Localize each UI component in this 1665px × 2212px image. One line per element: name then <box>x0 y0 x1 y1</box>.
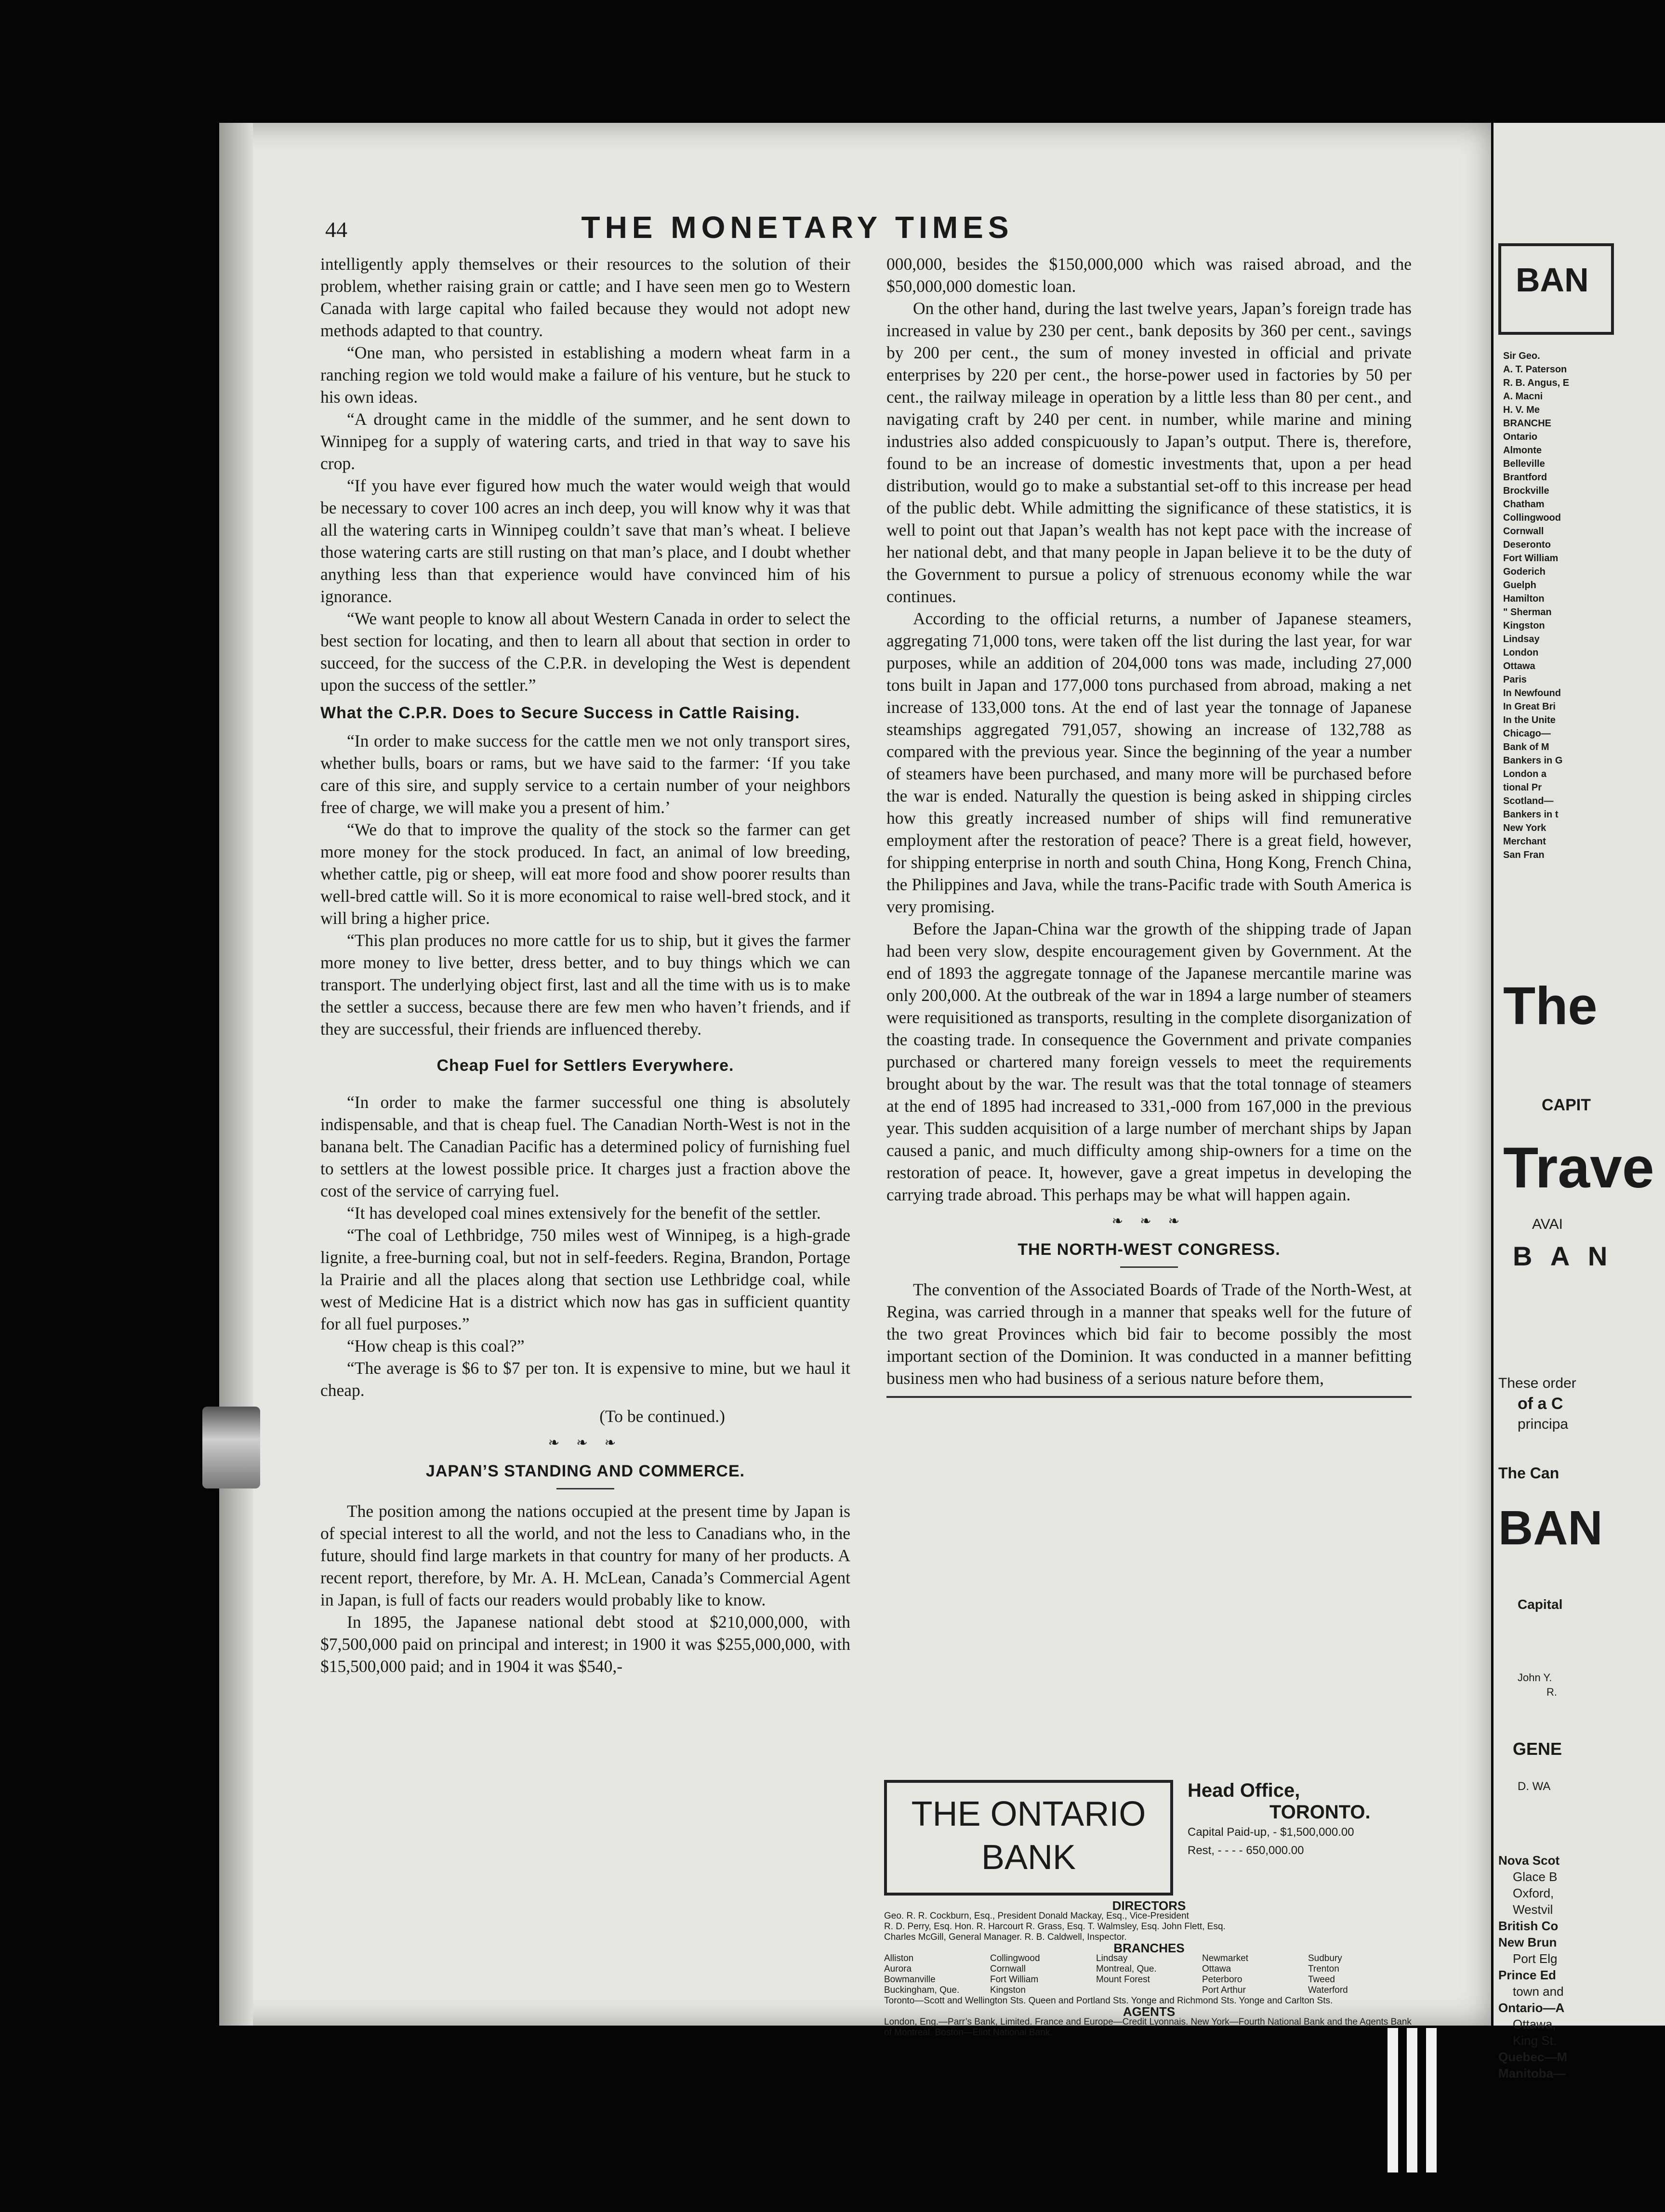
adjacent-line: BRANCHE <box>1503 418 1551 429</box>
adjacent-line: British Co <box>1498 1919 1559 1933</box>
adjacent-line: Sir Geo. <box>1503 351 1540 361</box>
ad-toronto-branches: Toronto—Scott and Wellington Sts. Queen and Portland Sts. Yonge and Richmond Sts. Yonge and Carlton Sts. <box>884 1996 1333 2006</box>
branch-name: Fort William <box>990 1975 1039 1985</box>
paragraph: “If you have ever figured how much the water would weigh that would be necessary to cover 100 acres an inch deep, you will know why it was that all the watering carts in Winnipeg couldn’t save that man’s wheat. I believe those watering carts are still rusting on that man’s place, and I doubt whether anything less than that experience would have convinced him of his ignorance. <box>320 476 850 606</box>
branch-name <box>1096 1985 1202 1996</box>
branch-name: Kingston <box>990 1985 1026 1995</box>
adjacent-ban: B A N <box>1513 1241 1613 1271</box>
branch-name: Ottawa <box>1202 1964 1231 1974</box>
ad-details <box>884 1900 1414 2038</box>
paragraph: “In order to make the farmer successful one thing is absolutely indispensable, and that is cheap fuel. The Canadian North-West is not in the banana belt. The Canadian Pacific has a determined policy of furnishing fuel to settlers at the lowest possible price. It charges just a fraction above the cost of the service of carrying fuel. <box>320 1093 850 1200</box>
adjacent-line: D. WA <box>1518 1780 1551 1793</box>
article-title: JAPAN’S STANDING AND COMMERCE. <box>425 1462 745 1480</box>
adjacent-bank-box: BAN <box>1498 243 1614 335</box>
adjacent-line: Quebec—M <box>1498 2050 1568 2064</box>
branch-name: Buckingham, Que. <box>884 1985 960 1995</box>
paragraph: “One man, who persisted in establishing a modern wheat farm in a ranching region we told would make a failure of his venture, but he stuck to his own ideas. <box>320 343 850 407</box>
branch-name: Alliston <box>884 1953 914 1963</box>
adjacent-heading-the: The <box>1503 976 1598 1036</box>
paragraph: On the other hand, during the last twelve years, Japan’s foreign trade has increased in value by 230 per cent., bank deposits by 360 per cent., savings by 200 per cent., the sum of money invested in official and private enterprises by 220 per cent., the horse-power used in factories by 50 per cent., the railway mileage in operation by a little less than 80 per cent., and navigating craft by 240 per cent. in number, while marine and mining industries also added conspicuously to Japan’s output. There is, therefore, found to be an increase of domestic investments that, upon a per head distribution, would go to make a substantial set-off to this increase per head of the public debt. While admitting the significance of these statistics, it is well to point out that Japan’s wealth has not kept pace with the increase of her national debt, and that many people in Japan believe it to be the duty of the Government to pursue a policy of strenuous economy while the war continues. <box>886 299 1412 606</box>
adjacent-line: Scotland— <box>1503 796 1554 806</box>
adjacent-line: Fort William <box>1503 553 1559 564</box>
branch-name: Waterford <box>1308 1985 1348 1995</box>
ad-city: TORONTO. <box>1269 1802 1371 1823</box>
page-number: 44 <box>325 217 347 242</box>
adjacent-page <box>1493 123 1665 2080</box>
article-title: THE NORTH-WEST CONGRESS. <box>1018 1240 1281 1259</box>
adjacent-line: London a <box>1503 769 1546 779</box>
adjacent-line: Westvil <box>1513 1902 1553 1917</box>
adjacent-line: Goderich <box>1503 566 1546 577</box>
adjacent-line: Hamilton <box>1503 593 1545 604</box>
column-left <box>320 253 850 1677</box>
continued-note: (To be continued.) <box>599 1407 725 1426</box>
adjacent-line: King St. <box>1513 2033 1557 2048</box>
adjacent-line: San Fran <box>1503 850 1545 860</box>
branch-name: Mount Forest <box>1096 1975 1150 1985</box>
adjacent-line: Merchant <box>1503 836 1546 847</box>
adjacent-line: GENE <box>1513 1739 1562 1759</box>
adjacent-line: Oxford, <box>1513 1886 1554 1900</box>
column-right <box>886 253 1412 1405</box>
ad-rest: Rest, - - - - 650,000.00 <box>1188 1844 1304 1857</box>
adjacent-line: Lindsay <box>1503 634 1540 645</box>
adjacent-line: Manitoba— <box>1498 2066 1566 2080</box>
adjacent-line: Deseronto <box>1503 540 1551 550</box>
branch-name: Montreal, Que. <box>1096 1964 1157 1974</box>
newspaper-page <box>219 123 1491 2038</box>
adjacent-line: Cornwall <box>1503 526 1544 537</box>
adjacent-line: New Brun <box>1498 1935 1557 1949</box>
paragraph: The convention of the Associated Boards of Trade of the North-West, at Regina, was carried through in a manner that speaks well for the future of the two great Provinces which bid fair to become possibly the most important section of the Dominion. It was conducted in a manner befitting business men who had business of a serious nature before them, <box>886 1280 1412 1388</box>
adjacent-line: Belleville <box>1503 459 1545 469</box>
adjacent-line: Glace B <box>1513 1870 1558 1884</box>
branch-name: Peterboro <box>1202 1975 1242 1985</box>
ad-agents-heading: AGENTS <box>1123 2004 1176 2019</box>
paragraph: “How cheap is this coal?” <box>347 1336 525 1356</box>
section-heading: What the C.P.R. Does to Secure Success in Cattle Raising. <box>320 704 800 722</box>
ad-agents: London, Eng.—Parr’s Bank, Limited. France and Europe—Credit Lyonnais. New York—Fourth National Bank and the Agents Bank of Montreal. Boston—Eliot National Bank. <box>884 2017 1412 2038</box>
adjacent-line: Ottawa <box>1503 661 1535 672</box>
adjacent-line: Prince Ed <box>1498 1968 1556 1982</box>
adjacent-line: London <box>1503 647 1539 658</box>
ad-directors: Charles McGill, General Manager. R. B. Caldwell, Inspector. <box>884 1932 1127 1942</box>
adjacent-line: Ottawa, <box>1513 2017 1556 2031</box>
adjacent-line: Brantford <box>1503 472 1547 483</box>
branch-name: Trenton <box>1308 1964 1339 1974</box>
ad-branches-grid <box>884 1953 1414 1996</box>
adjacent-line: Ontario—A <box>1498 2001 1565 2015</box>
adjacent-line: Kingston <box>1503 620 1545 631</box>
branch-name: Collingwood <box>990 1953 1040 1963</box>
adjacent-line: Collingwood <box>1503 513 1561 523</box>
adjacent-line: Bankers in t <box>1503 809 1559 820</box>
film-mark <box>1407 2028 1417 2172</box>
adjacent-line: In the Unite <box>1503 715 1556 725</box>
adjacent-line: Chatham <box>1503 499 1545 510</box>
adjacent-line: Guelph <box>1503 580 1536 591</box>
binder-clip <box>202 1407 260 1488</box>
branch-name: Sudbury <box>1308 1953 1342 1963</box>
paragraph: Before the Japan-China war the growth of the shipping trade of Japan had been very slow, despite encouragement given by Government. At the end of 1893 the aggregate tonnage of the Japanese mercantile marine was only 200,000. At the outbreak of the war in 1894 a large number of steamers were requisitioned as transports, resulting in the complete disorganization of the coasting trade. In consequence the Government and private companies purchased or chartered many foreign vessels to meet the requirements brought about by the war. The result was that the total tonnage of steamers at the end of 1895 had increased to 331,-000 from 167,000 in the previous year. This sudden acquisition of a large number of merchant ships by Japan caused a panic, and much difficulty among ship-owners for a time on the restoration of peace. It, however, gave a great impetus in developing the carrying trade abroad. This perhaps may be what will happen again. <box>886 919 1412 1204</box>
adjacent-line: Port Elg <box>1513 1951 1558 1966</box>
adjacent-line: A. T. Paterson <box>1503 364 1567 375</box>
title-rule <box>556 1488 614 1489</box>
adjacent-line: A. Macni <box>1503 391 1543 402</box>
adjacent-capit: CAPIT <box>1542 1096 1591 1114</box>
adjacent-line: R. B. Angus, E <box>1503 378 1570 388</box>
adjacent-line: Nova Scot <box>1498 1853 1560 1868</box>
adjacent-line: " Sherman <box>1503 607 1552 618</box>
adjacent-line: Capital <box>1518 1597 1563 1612</box>
adjacent-line: In Great Bri <box>1503 701 1556 712</box>
adjacent-line: principa <box>1518 1416 1569 1432</box>
adjacent-heading-trave: Trave <box>1503 1135 1654 1200</box>
branch-name: Aurora <box>884 1964 912 1974</box>
paragraph: “We want people to know all about Western Canada in order to select the best section for locating, and then to learn all about that section in order to succeed, for the success of the C.P.R. in developing the West is dependent upon the success of the settler.” <box>320 609 850 695</box>
adjacent-branch-list <box>1498 1852 1662 2081</box>
adjacent-line: John Y. <box>1518 1672 1552 1684</box>
ad-directors: Geo. R. R. Cockburn, Esq., President Donald Mackay, Esq., Vice-President <box>884 1911 1189 1921</box>
paragraph: “It has developed coal mines extensively for the benefit of the settler. <box>347 1203 821 1223</box>
branch-name: Port Arthur <box>1202 1985 1246 1995</box>
adjacent-line: In Newfound <box>1503 688 1561 698</box>
adjacent-line: R. <box>1546 1686 1557 1698</box>
film-edge-marks <box>1388 2028 1465 2172</box>
paragraph: “The average is $6 to $7 per ton. It is expensive to mine, but we haul it cheap. <box>320 1358 850 1400</box>
branch-name: Tweed <box>1308 1975 1335 1985</box>
paragraph: “We do that to improve the quality of the stock so the farmer can get more money for the stock produced. In fact, an animal of low breeding, whether cattle, pig or sheep, will eat more food and show poorer results than well-bred cattle will. So it is more economical to raise well-bred stock, and it will bring a higher price. <box>320 820 850 928</box>
title-rule <box>1120 1266 1178 1268</box>
ontario-bank-advertisement <box>884 1780 1414 2038</box>
branch-name: Newmarket <box>1202 1953 1249 1963</box>
adjacent-line: tional Pr <box>1503 782 1542 793</box>
column-divider <box>886 1396 1412 1398</box>
paragraph: According to the official returns, a number of Japanese steamers, aggregating 71,000 tons, were taken off the list during the last year, for war purposes, while an addition of 204,000 tons was made, including 27,000 tons built in Japan and 177,000 tons purchased from abroad, making a net increase of 133,000 tons. At the end of last year the tonnage of Japanese steamships aggregated 791,057, showing an increase of 132,788 as compared with the previous year. Since the beginning of the year a number of steamers have been purchased, and many more will be purchased before the war is ended. Naturally the question is being asked in shipping circles how this greatly increased number of ships will find remunerative employment after the restoration of peace? There is a great field, however, for shipping enterprise in north and south China, Hong Kong, French China, the Philippines and Java, while the trans-Pacific trade with South America is very promising. <box>886 609 1412 916</box>
adjacent-line: Bank of M <box>1503 742 1549 752</box>
adjacent-avai: AVAI <box>1532 1216 1563 1232</box>
paragraph: The position among the nations occupied at the present time by Japan is of special interest to all the world, and not the less to Canadians who, in the future, should find large markets in that country for many of her products. A recent report, therefore, by Mr. A. H. McLean, Canada’s Commercial Agent in Japan, is full of facts our readers would probably like to know. <box>320 1501 850 1609</box>
adjacent-line: These order <box>1498 1375 1576 1391</box>
masthead: THE MONETARY TIMES <box>581 210 1014 245</box>
adjacent-line: New York <box>1503 823 1546 833</box>
adjacent-line: Brockville <box>1503 486 1549 496</box>
paragraph: “A drought came in the middle of the summer, and he sent down to Winnipeg for a supply of watering carts, and tried in that way to save his crop. <box>320 409 850 473</box>
ornament: ❧ ❧ ❧ <box>1111 1214 1187 1229</box>
branch-name: Cornwall <box>990 1964 1026 1974</box>
adjacent-line: Paris <box>1503 674 1527 685</box>
ad-directors: R. D. Perry, Esq. Hon. R. Harcourt R. Grass, Esq. T. Walmsley, Esq. John Flett, Esq. <box>884 1922 1226 1932</box>
paragraph: “In order to make success for the cattle men we not only transport sires, whether bulls, boars or rams, but we have said to the farmer: ‘If you take care of this sire, and supply service to a certain number of your neighbors free of charge, we will make you a present of him.’ <box>320 731 850 817</box>
paragraph: 000,000, besides the $150,000,000 which was raised abroad, and the $50,000,000 domestic loan. <box>886 254 1412 296</box>
paragraph: intelligently apply themselves or their resources to the solution of their problem, whether raising grain or cattle; and I have seen men go to Western Canada with large capital who failed because they would not adopt new methods adapted to that country. <box>320 254 850 340</box>
adjacent-line: Almonte <box>1503 445 1542 456</box>
adjacent-line: Chicago— <box>1503 728 1551 739</box>
branch-name: Bowmanville <box>884 1975 936 1985</box>
ad-head-office <box>1188 1780 1414 1860</box>
ad-title-box <box>884 1780 1173 1896</box>
adjacent-line: The Can <box>1498 1464 1559 1482</box>
paragraph: “This plan produces no more cattle for us to ship, but it gives the farmer more money to live better, dress better, and to buy things which we can transport. The underlying object first, last and all the time with us is to make the settler a success, because there are few men who haven’t friends, and if they are successful, their friends are influenced thereby. <box>320 931 850 1039</box>
paragraph: “The coal of Lethbridge, 750 miles west of Winnipeg, is a high-grade lignite, a free-burning coal, but not in self-feeders. Regina, Brandon, Portage la Prairie and all the places along that section use Lethbridge coal, while west of Medicine Hat is a district which now has gas in sufficient quantity for all fuel purposes.” <box>320 1225 850 1333</box>
adjacent-line: H. V. Me <box>1503 405 1540 415</box>
adjacent-line: Ontario <box>1503 432 1538 442</box>
film-mark <box>1426 2028 1437 2172</box>
paragraph: In 1895, the Japanese national debt stood at $210,000,000, with $7,500,000 paid on principal and interest; in 1900 it was $255,000,000, with $15,500,000 paid; and in 1904 it was $540,- <box>320 1612 850 1676</box>
ad-capital: Capital Paid-up, - $1,500,000.00 <box>1188 1826 1354 1839</box>
ad-title-line2: BANK <box>981 1838 1076 1877</box>
adjacent-ban-large: BAN <box>1498 1501 1603 1555</box>
adjacent-line: town and <box>1513 1984 1564 1999</box>
ornament: ❧ ❧ ❧ <box>548 1435 623 1450</box>
ad-title-line1: THE ONTARIO <box>911 1795 1146 1833</box>
branch-name: Lindsay <box>1096 1953 1128 1963</box>
section-heading: Cheap Fuel for Settlers Everywhere. <box>436 1056 734 1075</box>
adjacent-directors <box>1503 349 1609 862</box>
ad-head-office-label: Head Office, <box>1188 1780 1300 1801</box>
adjacent-line: Bankers in G <box>1503 755 1563 766</box>
adjacent-line: of a C <box>1518 1395 1563 1413</box>
ad-directors-heading: DIRECTORS <box>1112 1898 1186 1913</box>
film-mark <box>1388 2028 1398 2172</box>
ad-branches-heading: BRANCHES <box>1113 1941 1185 1955</box>
